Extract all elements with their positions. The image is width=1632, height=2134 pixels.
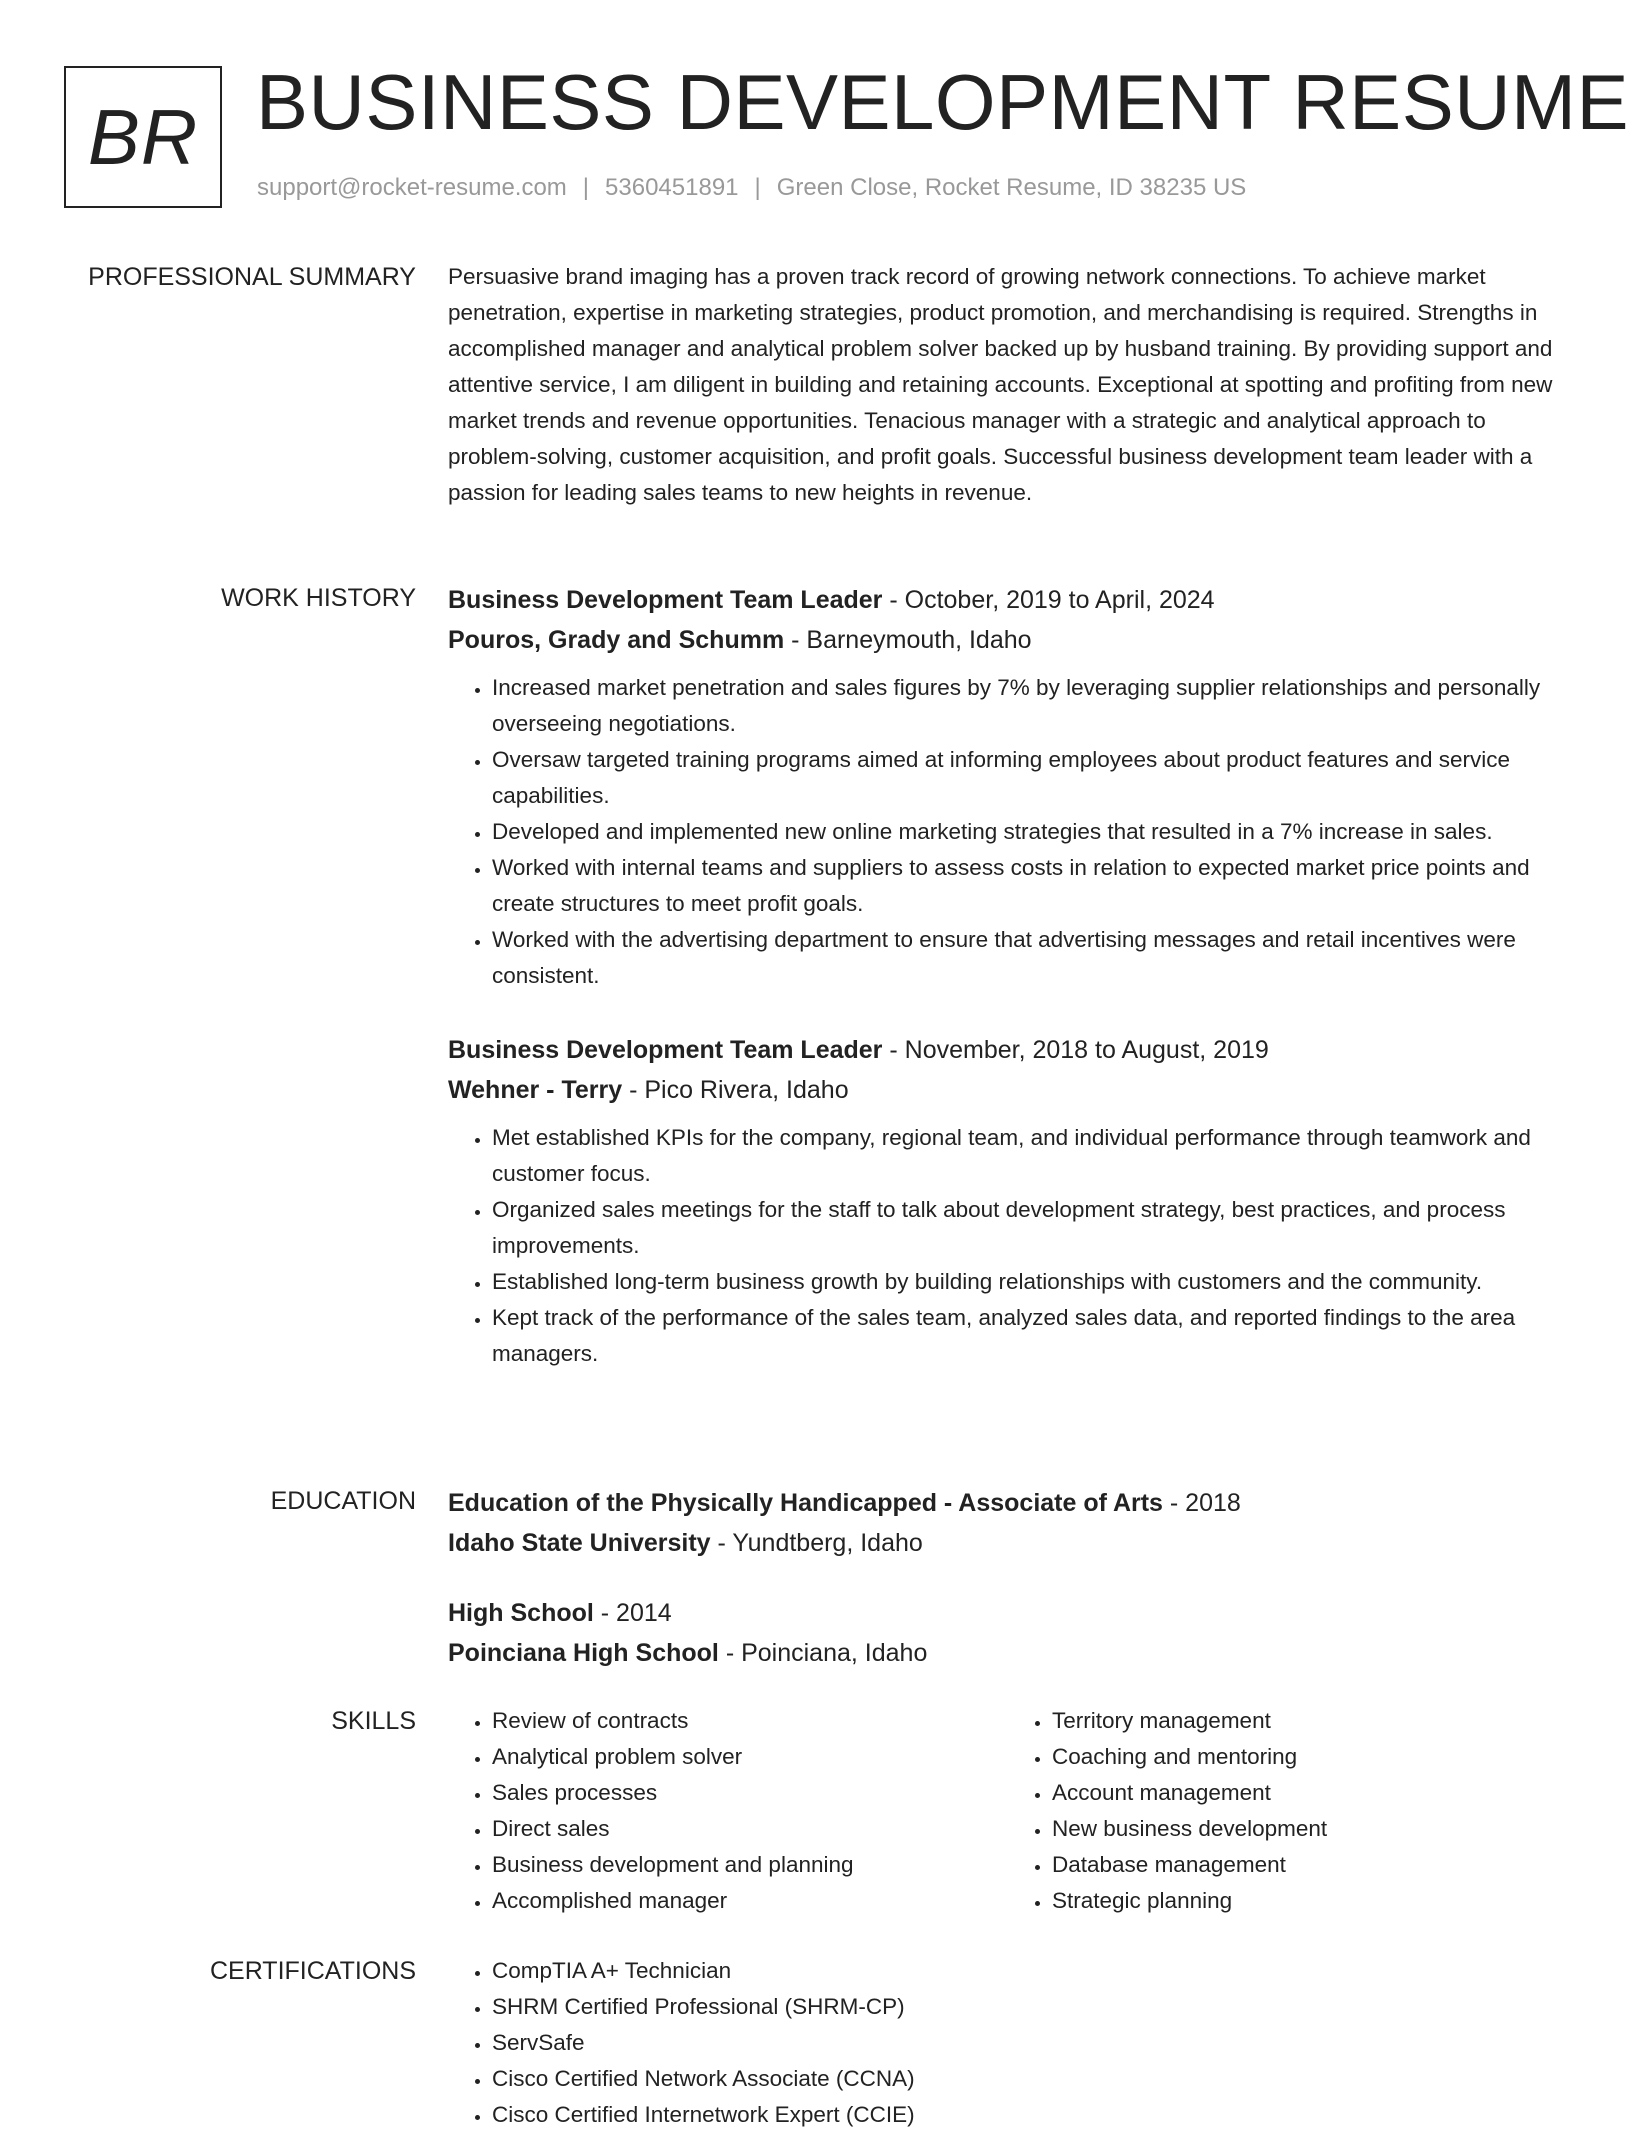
job-dates: - November, 2018 to August, 2019 bbox=[882, 1036, 1269, 1064]
school-line bbox=[448, 1633, 1568, 1673]
skill-item: • New business development bbox=[1052, 1811, 1568, 1847]
section-label-skills: SKILLS bbox=[331, 1707, 416, 1735]
skill-item: • Analytical problem solver bbox=[492, 1739, 1008, 1775]
school-location: - Poinciana, Idaho bbox=[718, 1639, 928, 1667]
skill-item: • Accomplished manager bbox=[492, 1883, 1008, 1919]
section-label-summary: PROFESSIONAL SUMMARY bbox=[88, 263, 416, 291]
job-title-line bbox=[448, 1030, 1568, 1070]
job-bullet: • Established long-term business growth by building relationships with customers and the community. bbox=[492, 1264, 1568, 1300]
education-entry bbox=[448, 1593, 1568, 1673]
school-line bbox=[448, 1523, 1568, 1563]
job-bullet: • Worked with the advertising department to ensure that advertising messages and retail incentives were consistent. bbox=[492, 922, 1568, 994]
job-bullet: • Oversaw targeted training programs aimed at informing employees about product features and service capabilities. bbox=[492, 742, 1568, 814]
job-title-line bbox=[448, 580, 1568, 620]
certification-item: • CompTIA A+ Technician bbox=[492, 1953, 1568, 1989]
school: Idaho State University bbox=[448, 1529, 711, 1557]
section-label-certifications: CERTIFICATIONS bbox=[209, 1957, 416, 1985]
skills-body bbox=[448, 1703, 1568, 1919]
degree-line bbox=[448, 1483, 1568, 1523]
section-label-education: EDUCATION bbox=[270, 1487, 416, 1515]
education-entry bbox=[448, 1483, 1568, 1563]
job-company-line bbox=[448, 620, 1568, 660]
certifications-list bbox=[448, 1953, 1568, 2133]
job-entry bbox=[448, 1030, 1568, 1372]
skills-list-right bbox=[1008, 1703, 1568, 1919]
job-bullet: • Worked with internal teams and suppliers to assess costs in relation to expected market price points and create structures to meet profit goals. bbox=[492, 850, 1568, 922]
job-location: - Barneymouth, Idaho bbox=[784, 626, 1032, 654]
skill-item: • Territory management bbox=[1052, 1703, 1568, 1739]
job-bullet: • Kept track of the performance of the sales team, analyzed sales data, and reported findings to the area managers. bbox=[492, 1300, 1568, 1372]
skill-item: • Business development and planning bbox=[492, 1847, 1008, 1883]
monogram-initials: BR bbox=[87, 92, 199, 181]
work-body bbox=[448, 580, 1568, 1372]
skill-item: • Review of contracts bbox=[492, 1703, 1008, 1739]
degree: Education of the Physically Handicapped - Associate of Arts bbox=[448, 1489, 1163, 1517]
job-entry bbox=[448, 580, 1568, 994]
certifications-body bbox=[448, 1953, 1568, 2133]
degree-year: - 2018 bbox=[1162, 1489, 1241, 1517]
job-bullet: • Developed and implemented new online marketing strategies that resulted in a 7% increase in sales. bbox=[492, 814, 1568, 850]
skill-item: • Database management bbox=[1052, 1847, 1568, 1883]
certification-item: • Cisco Certified Network Associate (CCNA) bbox=[492, 2061, 1568, 2097]
resume-title: BUSINESS DEVELOPMENT RESUME bbox=[256, 58, 1630, 146]
job-dates: - October, 2019 to April, 2024 bbox=[882, 586, 1215, 614]
contact-separator: | bbox=[754, 174, 761, 201]
job-bullets bbox=[448, 1120, 1568, 1372]
school: Poinciana High School bbox=[448, 1639, 719, 1667]
contact-phone[interactable]: 5360451891 bbox=[605, 174, 739, 201]
certification-item: • SHRM Certified Professional (SHRM-CP) bbox=[492, 1989, 1568, 2025]
monogram-logo bbox=[64, 66, 222, 208]
skill-item: • Account management bbox=[1052, 1775, 1568, 1811]
certification-item: • ServSafe bbox=[492, 2025, 1568, 2061]
skill-item: • Coaching and mentoring bbox=[1052, 1739, 1568, 1775]
contact-email[interactable]: support@rocket-resume.com bbox=[257, 174, 567, 201]
certification-item: • Cisco Certified Internetwork Expert (CCIE) bbox=[492, 2097, 1568, 2133]
degree-line bbox=[448, 1593, 1568, 1633]
skill-item: • Sales processes bbox=[492, 1775, 1008, 1811]
summary-text: Persuasive brand imaging has a proven track record of growing network connections. To achieve market penetration, expertise in marketing strategies, product promotion, and merchandising is required. Strengths in accomplished manager and analytical problem solver backed up by husband training. By providing support and attentive service, I am diligent in building and retaining accounts. Exceptional at spotting and profiting from new market trends and revenue opportunities. Tenacious manager with a strategic and analytical approach to problem-solving, customer acquisition, and profit goals. Successful business development team leader with a passion for leading sales teams to new heights in revenue. bbox=[448, 264, 1553, 505]
job-company-line bbox=[448, 1070, 1568, 1110]
degree: High School bbox=[448, 1599, 594, 1627]
contact-address: Green Close, Rocket Resume, ID 38235 US bbox=[776, 174, 1247, 201]
job-bullet: • Met established KPIs for the company, regional team, and individual performance through teamwork and customer focus. bbox=[492, 1120, 1568, 1192]
job-company: Pouros, Grady and Schumm bbox=[448, 626, 785, 654]
job-bullet: • Organized sales meetings for the staff to talk about development strategy, best practices, and process improvements. bbox=[492, 1192, 1568, 1264]
contact-line bbox=[257, 174, 1246, 202]
job-location: - Pico Rivera, Idaho bbox=[622, 1076, 849, 1104]
job-title: Business Development Team Leader bbox=[448, 1036, 883, 1064]
skill-item: • Direct sales bbox=[492, 1811, 1008, 1847]
section-label-work: WORK HISTORY bbox=[221, 584, 416, 612]
degree-year: - 2014 bbox=[593, 1599, 672, 1627]
contact-separator: | bbox=[582, 174, 590, 201]
school-location: - Yundtberg, Idaho bbox=[710, 1529, 923, 1557]
summary-body bbox=[448, 259, 1568, 511]
job-bullet: • Increased market penetration and sales figures by 7% by leveraging supplier relationships and personally overseeing negotiations. bbox=[492, 670, 1568, 742]
skills-list-left bbox=[448, 1703, 1008, 1919]
skill-item: • Strategic planning bbox=[1052, 1883, 1568, 1919]
job-title: Business Development Team Leader bbox=[448, 586, 883, 614]
education-body bbox=[448, 1483, 1568, 1673]
job-bullets bbox=[448, 670, 1568, 994]
job-company: Wehner - Terry bbox=[448, 1076, 623, 1104]
